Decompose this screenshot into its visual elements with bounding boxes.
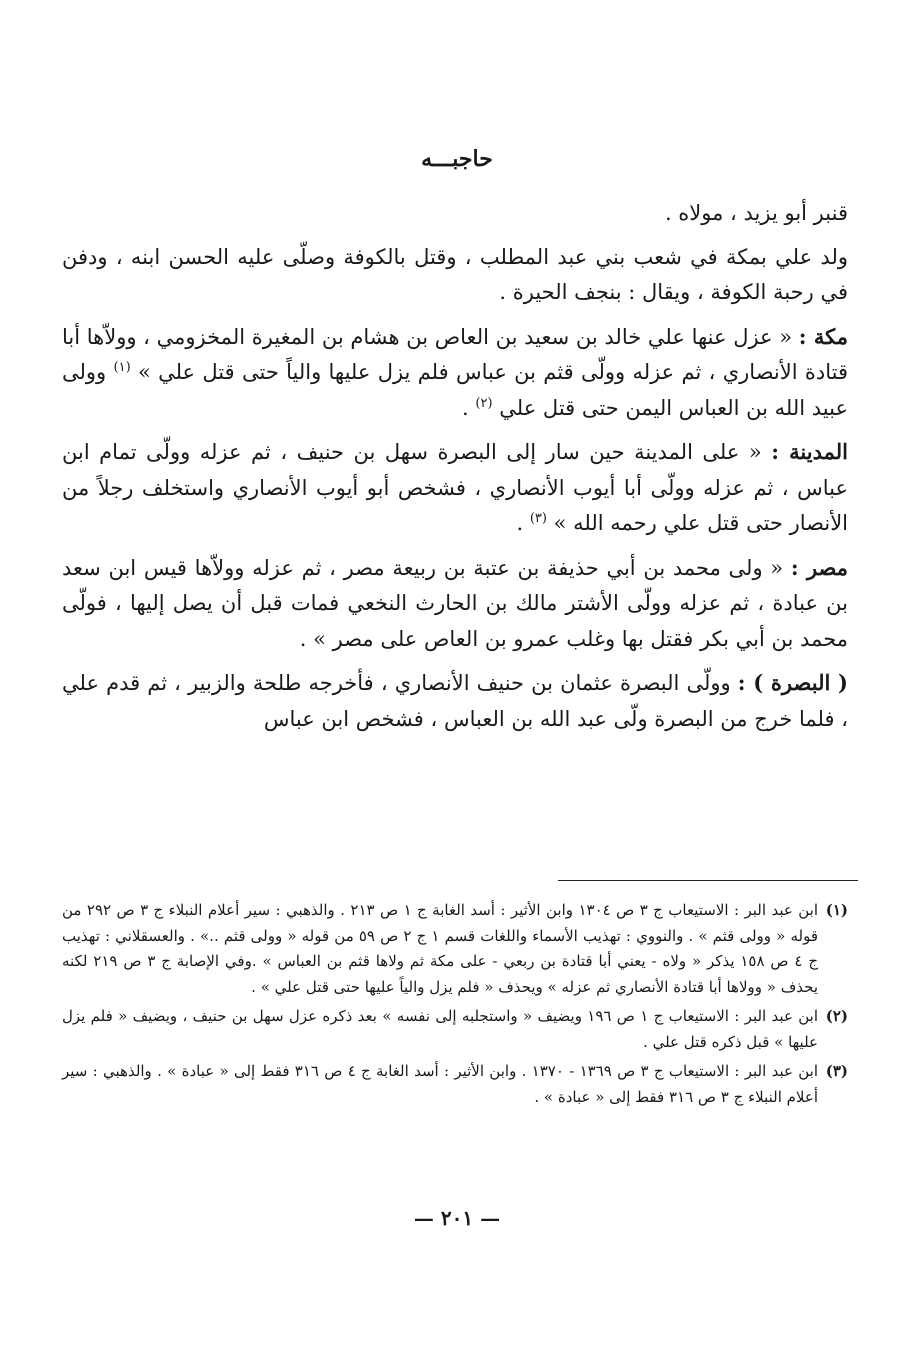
footnote-separator xyxy=(558,880,858,881)
basra-text: وولّى البصرة عثمان بن حنيف الأنصاري ، فأخرجه طلحة والزبير ، ثم قدم علي ، فلما خرج من البصرة ولّى عبد الله بن العباس ، فشخص ابن عباس xyxy=(62,671,848,731)
footnotes xyxy=(62,898,848,1114)
footnote-text: ابن عبد البر : الاستيعاب ج ٣ ص ١٣٦٩ - ١٣٧٠ . وابن الأثير : أسد الغابة ج ٤ ص ٣١٦ فقط إلى « عبادة » . والذهبي : سير أعلام النبلاء ج ٣ ص ٣١٦ فقط إلى « عبادة » . xyxy=(62,1062,818,1106)
footnote-number: (٢) xyxy=(825,1007,848,1025)
makkah-heading: مكة : xyxy=(798,323,848,349)
makkah-end: . xyxy=(462,395,469,420)
footnote-ref-2: (٢) xyxy=(475,395,493,411)
madinah-text: « على المدينة حين سار إلى البصرة سهل بن حنيف ، ثم عزله وولّى تمام ابن عباس ، ثم عزله وولّى أبا أيوب الأنصاري ، فشخص أبو أيوب الأنصاري واستخلف رجلاً من الأنصار حتى قتل علي رحمه الله » xyxy=(62,440,848,535)
makkah-text-2: وولى عبيد الله بن العباس اليمن حتى قتل علي xyxy=(62,360,848,420)
footnote-text: ابن عبد البر : الاستيعاب ج ٣ ص ١٣٠٤ وابن الأثير : أسد الغابة ج ١ ص ٢١٣ . والذهبي : سير أعلام النبلاء ج ٣ ص ٢٩٢ من قوله « وولى قثم » . والنووي : تهذيب الأسماء واللغات قسم ١ ج ٢ ص ٥٩ من قوله « وولى قثم ..» . والعسقلاني : تهذيب ج ٤ ص ١٥٨ يذكر « ولاه - يعني أبا قتادة بن ربعي - على مكة ثم ولاها قثم بن العباس » .وفي الإصابة ج ٣ ص ٢١٩ لكنه يحذف « وولاها أبا قتادة الأنصاري ثم عزله » ويحذف « فلم يزل والياً عليها حتى قتل علي » . xyxy=(62,901,818,996)
makkah-text: « عزل عنها علي خالد بن سعيد بن العاص بن هشام بن المغيرة المخزومي ، وولاّها أبا قتادة الأنصاري ، ثم عزله وولّى قثم بن عباس فلم يزل عليها والياً حتى قتل علي » xyxy=(62,324,848,384)
misr-heading: مصر : xyxy=(790,554,848,580)
paragraph-madinah xyxy=(62,434,848,542)
main-text xyxy=(62,196,848,745)
misr-text: « ولى محمد بن أبي حذيفة بن عتبة بن ربيعة مصر ، ثم عزله وولاّها قيس ابن سعد بن عبادة ، ثم عزله وولّى الأشتر مالك بن الحارث النخعي فمات قبل أن يصل إليها ، فولّى محمد بن أبي بكر فقتل بها وغلب عمرو بن العاص على مصر » . xyxy=(62,555,848,651)
footnote-item xyxy=(62,898,848,1000)
paragraph-basra xyxy=(62,665,848,737)
footnote-number: (٣) xyxy=(825,1062,848,1080)
footnote-ref-3: (٣) xyxy=(529,511,547,526)
paragraph-misr xyxy=(62,550,848,658)
footnote-item xyxy=(62,1004,848,1055)
footnote-ref-1: (١) xyxy=(113,360,131,375)
footnote-number: (١) xyxy=(825,901,848,919)
paragraph-makkah xyxy=(62,319,848,427)
basra-heading: ( البصرة ) : xyxy=(737,670,848,695)
footnote-item xyxy=(62,1059,848,1110)
madinah-end: . xyxy=(516,511,524,535)
page-header: حاجبـــه xyxy=(421,146,493,172)
page-number: — ٢٠١ — xyxy=(413,1206,501,1230)
madinah-heading: المدينة : xyxy=(771,439,849,464)
footnote-text: ابن عبد البر : الاستيعاب ج ١ ص ١٩٦ ويضيف « واستجلبه إلى نفسه » بعد ذكره عزل سهل بن حنيف ، ويضيف « فلم يزل عليها » قبل ذكره قتل علي . xyxy=(62,1007,818,1051)
paragraph-qanbar: قنبر أبو يزيد ، مولاه . xyxy=(664,201,848,225)
paragraph-birth: ولد علي بمكة في شعب بني عبد المطلب ، وقتل بالكوفة وصلّى عليه الحسن ابنه ، ودفن في رحبة الكوفة ، ويقال : بنجف الحيرة . xyxy=(62,244,848,304)
